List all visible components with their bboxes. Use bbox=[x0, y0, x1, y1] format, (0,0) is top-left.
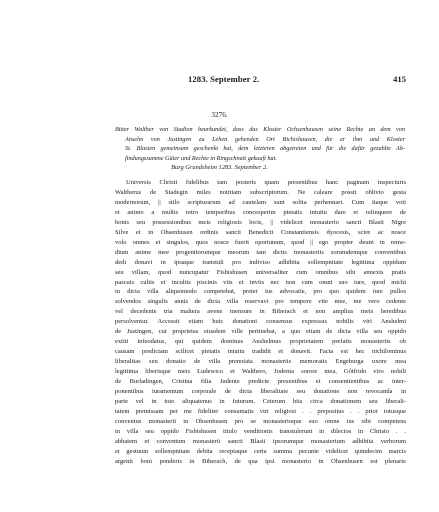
text-line: de Burladingen, Cristina filia Judente predicte presentibus et consentientibus ac inter- bbox=[115, 378, 406, 386]
charter-text bbox=[115, 178, 406, 467]
text-line: dium anime mee progenitorumque meorum iam dictis monasteriis sorumdemque conventibus bbox=[115, 248, 406, 256]
text-line: argenti boni ponderis in Biberach, de qua ipsi monasterio in Ohsenhusen est plenarie bbox=[115, 457, 406, 465]
text-line: abbatem et conventum monasterii sancti Blasii ipsorumque monasterium adhibita verborum bbox=[115, 437, 406, 445]
text-line: modernorum, || stilo scripturarum ad cautelam sunt solita perhennari. Cum itaque voti bbox=[115, 198, 406, 206]
text-line: parte vel in toto aliquatenus in futurum. Ceterum hiis circa donationem seu liberali- bbox=[115, 397, 406, 405]
text-line: bonis seu possessionibus meis religiosis locis, || videlicet monasterio sancti Blasii Nigre bbox=[115, 218, 406, 226]
summary-line: Bitter Walther von Stadion beurkundet, dass das Kloster Ochsenhausen seine Rechte an dem von bbox=[115, 126, 405, 133]
text-line: tatem premissam per me fideliter consumatis viri religiosi . . prepositus . . prior totusque bbox=[115, 407, 406, 415]
text-line: Waltherus de Stadegin miles notitiam subscriptorum. Ne caleare possit oblivio gesta bbox=[115, 188, 406, 196]
text-line: liberalitas seu donatio de villa prenotata monasteriis memoratis Engeburga uxore mea bbox=[115, 358, 406, 366]
summary-line: findungssumme Güter und Rechte in Ringschnait gekauft hat. bbox=[125, 154, 277, 162]
document-summary bbox=[115, 125, 405, 163]
text-line: seu villam, quod nuncupatur Fisbishusen universaliter cum omnibus sibi annexis pratis bbox=[115, 268, 406, 276]
text-line: Silve et in Ohsenhusen ordinis sancti Benedicti Constantiensis dyocesis, scire ac nosce bbox=[115, 228, 406, 236]
text-line: Universis Christi fidelibus tam posteris quam presentibus hanc paginam inspecturis bbox=[126, 179, 406, 186]
text-line: legittima liberisque meis Ludewico et Walthero, Jodenta sorore mea, Gôtfrido viro nobili bbox=[115, 368, 406, 376]
page-number: 415 bbox=[393, 74, 406, 84]
text-line: dedi donavi in ipsaque transtuli pro indiviso adhibita sollempnitate legittima oppidum bbox=[115, 258, 406, 266]
text-line: ponentibus iuramentum corporale de dicta liberalitate seu donatione non revocanda in bbox=[115, 388, 406, 396]
text-line: et gestuum sollempnitate debita receptaque certa summa pecunie videlicet quindecim marcis bbox=[115, 447, 406, 455]
text-line: extiti infeodatus, qui quidem dominus Anshelmus proprietatem prefatis monasteriis ob bbox=[115, 338, 406, 346]
text-line: in dicta villa aliquomodo competebat, preter ius advocatie, pro quo quidem iure pullos bbox=[115, 288, 406, 296]
text-line: et animo a multis retro temporibus concesperim pietatis intuitu dare et relinquere de bbox=[115, 208, 406, 216]
place-and-date: Burg Grundsheim 1283. September 2. bbox=[171, 164, 268, 171]
text-line: vel decedente tria maltera avene mensure in Biberach et non amplius meis heredibus bbox=[115, 308, 406, 316]
text-line: de Justingen, cui proprietas eiusdem ville pertinebat, a quo etiam de dicta villa seu oppido bbox=[115, 328, 406, 336]
text-line: persolventur. Accessit etiam huic donationi consensus expressus nobilis viri Anshelmi bbox=[115, 318, 406, 326]
text-line: pascuis cultis et incultis piscinis viis et inviis nec non cum omni suo iure, quod michi bbox=[115, 278, 406, 286]
text-line: conventus monasterii in Ohsenhusen pro se monasterioque suo omne ius sibi competens bbox=[115, 417, 406, 425]
text-line: causam predictam scilicet pietatis intuitu tradidit et donavit. Facta est hec nichilominus bbox=[115, 348, 406, 356]
text-line: in villa seu oppido Fisbishusen titulo venditionis transtulerunt in dilectos in Christo . . bbox=[115, 427, 406, 435]
running-header bbox=[188, 74, 406, 86]
text-line: solvendos singulis annis de dicta villa reservavi pro tempore vite mee, me vero cedente bbox=[115, 298, 406, 306]
document-number: 3276. bbox=[211, 111, 228, 119]
header-date: 1283. September 2. bbox=[188, 74, 260, 84]
summary-line: Anselm von Justingen zu Lehen gehenden Ort Bichishausen, die er ihm und Kloster bbox=[125, 135, 405, 143]
text-line: volo omnes et singulos, quos nosce fuerit oportunum, quod || ego propter deum in reme- bbox=[115, 238, 406, 246]
summary-line: St. Blasien gemeinsam geschenkt hat, dem letzteren abgetreten und für die dafür gezahlte Ab- bbox=[125, 145, 405, 153]
